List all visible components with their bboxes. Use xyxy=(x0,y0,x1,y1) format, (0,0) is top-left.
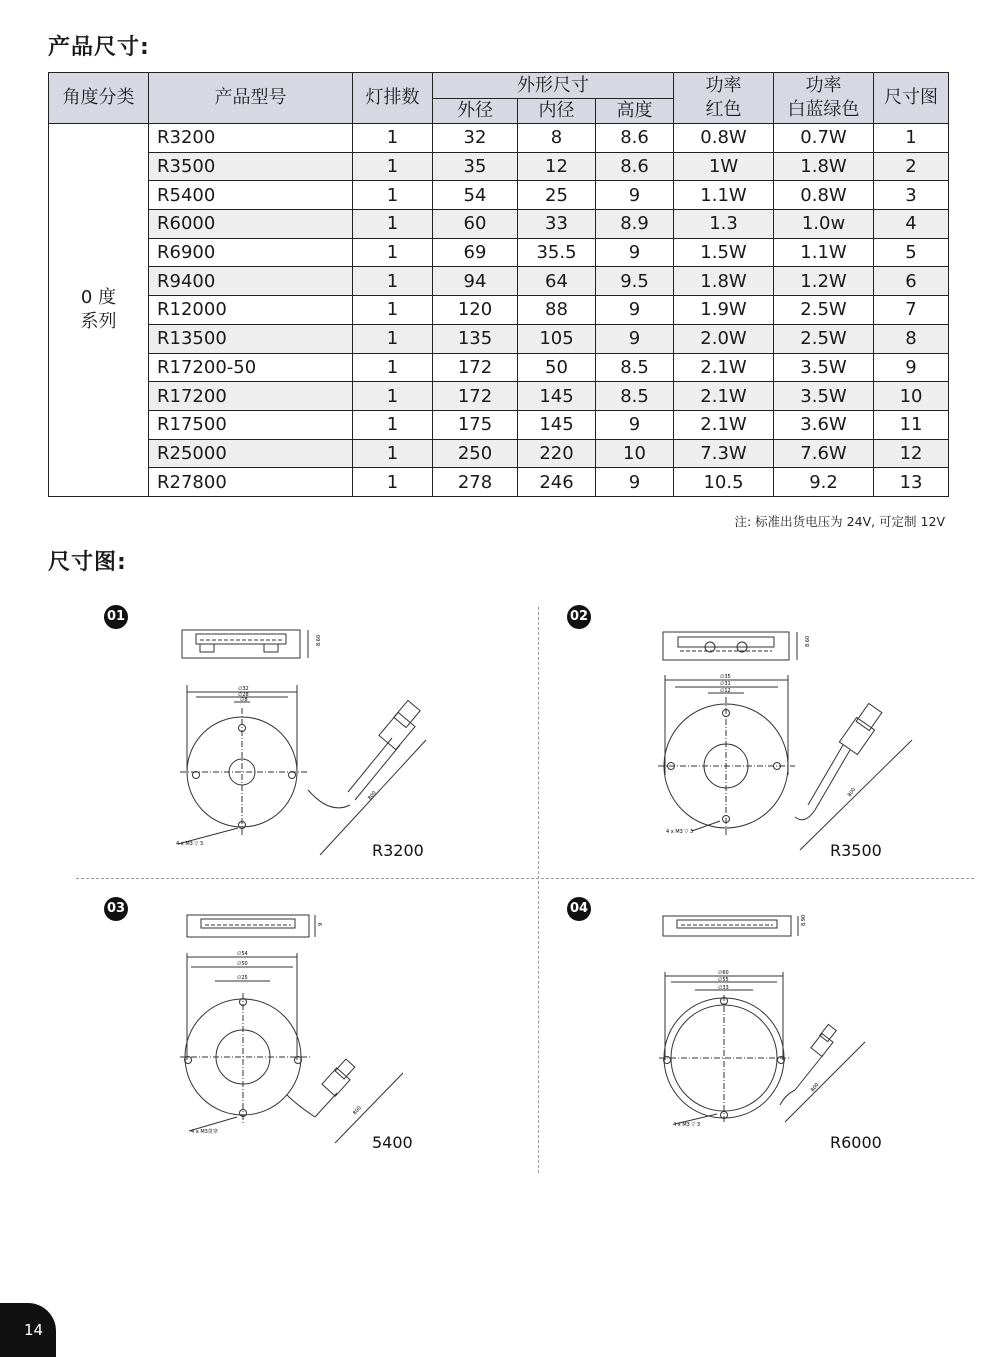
cell-power-red: 2.1W xyxy=(674,410,774,439)
cell-height: 8.9 xyxy=(596,210,674,239)
drawing-5400-dim-a: ∅54 xyxy=(237,951,248,957)
cell-figure: 8 xyxy=(874,324,949,353)
cell-od: 35 xyxy=(433,152,518,181)
cell-model: R9400 xyxy=(149,267,353,296)
drawing-r3500-height: 8.60 xyxy=(805,635,811,647)
cell-model: R17200-50 xyxy=(149,353,353,382)
cell-power-wbg: 2.5W xyxy=(774,296,874,325)
cell-figure: 10 xyxy=(874,382,949,411)
cell-rows: 1 xyxy=(353,210,433,239)
cell-figure: 12 xyxy=(874,439,949,468)
cell-od: 175 xyxy=(433,410,518,439)
cell-power-red: 1W xyxy=(674,152,774,181)
cell-id: 246 xyxy=(518,468,596,497)
cell-figure: 3 xyxy=(874,181,949,210)
dims-heading: 尺寸图: xyxy=(48,550,127,575)
cell-id: 50 xyxy=(518,353,596,382)
cell-height: 9 xyxy=(596,410,674,439)
cell-height: 8.5 xyxy=(596,353,674,382)
cell-power-red: 10.5 xyxy=(674,468,774,497)
cell-od: 172 xyxy=(433,353,518,382)
drawing-r6000-dim-b: ∅55 xyxy=(718,977,729,983)
cell-power-red: 2.1W xyxy=(674,353,774,382)
cell-figure: 1 xyxy=(874,124,949,153)
cell-rows: 1 xyxy=(353,382,433,411)
drawing-r3200-dim-c: ∅8 xyxy=(240,697,248,703)
table-row xyxy=(49,296,949,325)
cell-od: 94 xyxy=(433,267,518,296)
table-row xyxy=(49,382,949,411)
cell-model: R3500 xyxy=(149,152,353,181)
cell-model: R27800 xyxy=(149,468,353,497)
cell-figure: 5 xyxy=(874,238,949,267)
cell-power-wbg: 9.2 xyxy=(774,468,874,497)
cell-power-red: 1.8W xyxy=(674,267,774,296)
cell-figure: 9 xyxy=(874,353,949,382)
drawing-5400 xyxy=(175,905,445,1150)
drawing-r3200-dim-b: ∅28 xyxy=(238,692,249,698)
cell-rows: 1 xyxy=(353,410,433,439)
table-row xyxy=(49,210,949,239)
drawing-r3500-cable: 800 xyxy=(846,786,858,799)
header-id: 内径 xyxy=(518,99,596,124)
cell-power-wbg: 3.5W xyxy=(774,353,874,382)
cell-height: 8.5 xyxy=(596,382,674,411)
drawing-r6000-cable: 800 xyxy=(809,1082,821,1094)
drawing-caption-04: R6000 xyxy=(830,1133,882,1152)
cell-power-red: 0.8W xyxy=(674,124,774,153)
voltage-note: 注: 标准出货电压为 24V, 可定制 12V xyxy=(734,514,945,529)
table-row xyxy=(49,468,949,497)
cell-model: R6000 xyxy=(149,210,353,239)
cell-power-red: 2.0W xyxy=(674,324,774,353)
cell-power-wbg: 3.6W xyxy=(774,410,874,439)
table-row xyxy=(49,267,949,296)
drawing-caption-03: 5400 xyxy=(372,1133,413,1152)
drawing-5400-dim-c: ∅25 xyxy=(237,975,248,981)
header-rows: 灯排数 xyxy=(353,73,433,124)
cell-height: 8.6 xyxy=(596,124,674,153)
drawing-5400-holes: 4 x M3贯穿 xyxy=(191,1129,218,1135)
spec-heading: 产品尺寸: xyxy=(48,35,150,60)
cell-rows: 1 xyxy=(353,267,433,296)
drawing-badge-03: 03 xyxy=(104,897,128,921)
cell-od: 135 xyxy=(433,324,518,353)
page-number: 14 xyxy=(0,1303,56,1357)
cell-rows: 1 xyxy=(353,152,433,181)
cell-id: 33 xyxy=(518,210,596,239)
header-model: 产品型号 xyxy=(149,73,353,124)
table-row xyxy=(49,353,949,382)
cell-power-red: 2.1W xyxy=(674,382,774,411)
cell-figure: 6 xyxy=(874,267,949,296)
drawing-r3200-cable: 800 xyxy=(366,790,378,802)
cell-model: R12000 xyxy=(149,296,353,325)
cell-height: 8.6 xyxy=(596,152,674,181)
cell-rows: 1 xyxy=(353,124,433,153)
table-row xyxy=(49,439,949,468)
table-row xyxy=(49,152,949,181)
cell-power-wbg: 2.5W xyxy=(774,324,874,353)
cell-power-wbg: 1.8W xyxy=(774,152,874,181)
drawing-r3200-height: 8.60 xyxy=(316,634,322,646)
header-angle: 角度分类 xyxy=(49,73,149,124)
drawing-r3200 xyxy=(160,620,460,860)
cell-model: R6900 xyxy=(149,238,353,267)
header-od: 外径 xyxy=(433,99,518,124)
cell-power-wbg: 0.7W xyxy=(774,124,874,153)
header-power-wbg: 功率 白蓝绿色 xyxy=(774,73,874,124)
cell-power-wbg: 3.5W xyxy=(774,382,874,411)
table-row xyxy=(49,324,949,353)
cell-od: 172 xyxy=(433,382,518,411)
cell-id: 25 xyxy=(518,181,596,210)
cell-height: 9 xyxy=(596,181,674,210)
cell-height: 9 xyxy=(596,324,674,353)
cell-power-wbg: 1.0w xyxy=(774,210,874,239)
drawing-r3200-dim-a: ∅32 xyxy=(238,686,249,692)
drawing-r3200-holes: 4 x M3 ▽ 3 xyxy=(176,841,204,847)
cell-figure: 13 xyxy=(874,468,949,497)
drawing-r3500-dim-b: ∅31 xyxy=(720,681,731,687)
cell-power-red: 1.1W xyxy=(674,181,774,210)
cell-id: 105 xyxy=(518,324,596,353)
drawing-badge-02: 02 xyxy=(567,605,591,629)
cell-rows: 1 xyxy=(353,181,433,210)
drawing-divider-horizontal xyxy=(76,878,974,879)
cell-rows: 1 xyxy=(353,468,433,497)
header-figure: 尺寸图 xyxy=(874,73,949,124)
cell-od: 278 xyxy=(433,468,518,497)
header-power-red: 功率 红色 xyxy=(674,73,774,124)
cell-figure: 11 xyxy=(874,410,949,439)
drawing-caption-02: R3500 xyxy=(830,841,882,860)
cell-figure: 7 xyxy=(874,296,949,325)
drawing-divider-vertical xyxy=(538,607,539,1173)
cell-height: 9 xyxy=(596,468,674,497)
header-height: 高度 xyxy=(596,99,674,124)
cell-figure: 4 xyxy=(874,210,949,239)
cell-id: 145 xyxy=(518,382,596,411)
cell-id: 220 xyxy=(518,439,596,468)
cell-od: 120 xyxy=(433,296,518,325)
drawing-r3500-holes: 4 x M3 ▽ 3 xyxy=(666,829,694,835)
cell-rows: 1 xyxy=(353,353,433,382)
cell-power-red: 7.3W xyxy=(674,439,774,468)
cell-od: 60 xyxy=(433,210,518,239)
table-row xyxy=(49,238,949,267)
cell-od: 32 xyxy=(433,124,518,153)
cell-od: 54 xyxy=(433,181,518,210)
cell-power-wbg: 7.6W xyxy=(774,439,874,468)
drawing-r3500-dim-c: ∅12 xyxy=(720,688,731,694)
drawing-5400-height: 9 xyxy=(318,922,324,926)
cell-rows: 1 xyxy=(353,439,433,468)
cell-od: 250 xyxy=(433,439,518,468)
cell-model: R5400 xyxy=(149,181,353,210)
header-outer-size: 外形尺寸 xyxy=(433,73,674,99)
cell-power-red: 1.5W xyxy=(674,238,774,267)
cell-rows: 1 xyxy=(353,238,433,267)
cell-id: 145 xyxy=(518,410,596,439)
cell-figure: 2 xyxy=(874,152,949,181)
cell-height: 10 xyxy=(596,439,674,468)
cell-rows: 1 xyxy=(353,296,433,325)
series-label: 0 度 系列 xyxy=(49,124,149,497)
cell-model: R17500 xyxy=(149,410,353,439)
cell-power-red: 1.3 xyxy=(674,210,774,239)
cell-model: R25000 xyxy=(149,439,353,468)
cell-power-wbg: 0.8W xyxy=(774,181,874,210)
drawing-badge-01: 01 xyxy=(104,605,128,629)
drawing-5400-cable: 800 xyxy=(352,1105,363,1117)
cell-rows: 1 xyxy=(353,324,433,353)
drawing-r6000-holes: 4 x M3 ▽ 3 xyxy=(673,1122,701,1128)
spec-table xyxy=(48,72,949,497)
cell-id: 88 xyxy=(518,296,596,325)
drawing-r6000 xyxy=(655,910,925,1135)
table-row xyxy=(49,410,949,439)
drawing-r6000-dim-c: ∅33 xyxy=(718,985,729,991)
cell-model: R13500 xyxy=(149,324,353,353)
cell-id: 8 xyxy=(518,124,596,153)
cell-power-wbg: 1.2W xyxy=(774,267,874,296)
drawing-5400-dim-b: ∅50 xyxy=(237,961,248,967)
cell-model: R3200 xyxy=(149,124,353,153)
cell-height: 9 xyxy=(596,238,674,267)
cell-power-red: 1.9W xyxy=(674,296,774,325)
drawing-r3500 xyxy=(650,625,940,865)
cell-id: 64 xyxy=(518,267,596,296)
drawing-r6000-dim-a: ∅60 xyxy=(718,970,729,976)
cell-model: R17200 xyxy=(149,382,353,411)
drawing-badge-04: 04 xyxy=(567,897,591,921)
cell-id: 35.5 xyxy=(518,238,596,267)
cell-power-wbg: 1.1W xyxy=(774,238,874,267)
table-row xyxy=(49,124,949,153)
cell-od: 69 xyxy=(433,238,518,267)
cell-height: 9 xyxy=(596,296,674,325)
table-row xyxy=(49,181,949,210)
drawing-r3500-dim-a: ∅35 xyxy=(720,674,731,680)
drawing-r6000-height: 8.90 xyxy=(801,914,807,926)
drawing-caption-01: R3200 xyxy=(372,841,424,860)
cell-height: 9.5 xyxy=(596,267,674,296)
cell-id: 12 xyxy=(518,152,596,181)
